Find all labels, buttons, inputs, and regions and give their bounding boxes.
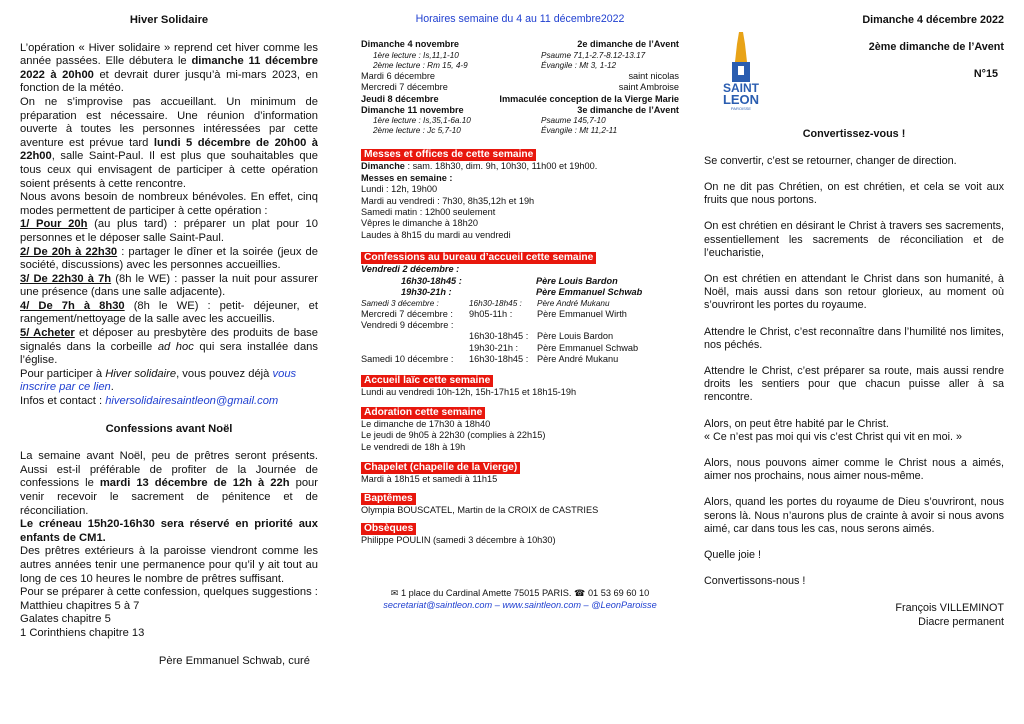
conf-slot: Mercredi 7 décembre : 9h05-11h : Père Emmanuel Wirth [361, 308, 627, 319]
suggestion-3: 1 Corinthiens chapitre 13 [20, 626, 145, 639]
chapelet-header: Chapelet (chapelle de la Vierge) [361, 462, 520, 474]
messes-line: Samedi matin : 12h00 seulement [361, 207, 496, 218]
column-editorial [700, 0, 1010, 724]
confessions-title: Confessions avant Noël [105, 422, 233, 435]
mode-4: 4/ De 7h à 8h30 (8h le WE) : petit- déjeuner, et rangement/nettoyage de la salle avec les accueillis. [20, 299, 318, 326]
contact-email-link[interactable]: hiversolidairesaintleon@gmail.com [105, 395, 279, 408]
hiver-participate: Pour participer à Hiver solidaire, vous pouvez déjà vous inscrire par ce lien. [20, 367, 297, 394]
issue-number: N°15 [973, 68, 998, 81]
editorial-p: Attendre le Christ, c’est reconnaître dans l’humilité nos limites, nos péchés. [704, 325, 1004, 351]
hiver-contact: Infos et contact : hiversolidairesaintleon@gmail.com [20, 395, 279, 408]
messes-week-label: Messes en semaine : [361, 172, 453, 183]
confessions-children: Le créneau 15h20-16h30 sera réservé en priorité aux enfants de CM1. [20, 518, 318, 544]
editorial-p: Alors, nous pouvons aimer comme le Christ nous a aimés, aimer nos prochains, nous aimer nous-même. [704, 457, 1004, 483]
adoration-line: Le jeudi de 9h05 à 22h30 (complies à 22h15) [361, 430, 546, 441]
adoration-line: Le vendredi de 18h à 19h [361, 441, 466, 452]
column-hiver-solidaire [0, 0, 340, 724]
baptemes-header: Baptêmes [361, 493, 416, 505]
editorial-p: On ne dit pas Chrétien, on est chrétien, et cela se voit aux fruits que nous portons. [704, 181, 1004, 207]
editorial-p: Alors, on peut être habité par le Christ. [704, 417, 889, 430]
reading-row: 1ère lecture : Is,11,1-10 Psaume 71,1-2.7-8.12-13.17 [373, 50, 646, 60]
feast-row: Mercredi 7 décembre saint Ambroise [361, 82, 679, 93]
accueil-line: Lundi au vendredi 10h-12h, 15h-17h15 et 18h15-19h [361, 386, 577, 397]
adoration-line: Le dimanche de 17h30 à 18h40 [361, 418, 491, 429]
hiver-volunteers: Nous avons besoin de nombreux bénévoles. En effet, cinq modes permettent de participer à cette opération : [20, 191, 318, 217]
conf-slot: Samedi 10 décembre : 16h30-18h45 : Père André Mukanu [361, 354, 619, 365]
hiver-title: Hiver Solidaire [129, 14, 209, 26]
mode-5: 5/ Acheter et déposer au presbytère des produits de base signalés dans la corbeille ad hoc qui sera installée dans l’église. [20, 327, 318, 367]
conf-day: Vendredi 9 décembre : [361, 319, 454, 330]
hiver-intro: L’opération « Hiver solidaire » reprend cet hiver comme les année passées. Elle débutera le dimanche 11 décembre 2022 à 20h00 et devrait durer jusqu’à mi-mars 2023, en fonction de la météo. [20, 41, 318, 95]
sunday-1-row: Dimanche 4 novembre 2e dimanche de l’Avent [361, 39, 679, 50]
editorial-p: Alors, quand les portes du royaume de Dieu s’ouvriront, nous serons là. Nous n’aurons plus de crainte à avoir si nous avons aimé, car dans tous les cas, nous serons aimés. [704, 496, 1004, 535]
messes-line: Lundi : 12h, 19h00 [361, 184, 438, 195]
editorial-p: Attendre le Christ, c’est préparer sa route, mais aussi rendre droits les sentiers pour que chacun puisse aller à sa rencontre. [704, 365, 1004, 404]
signature-name: François VILLEMINOT [895, 602, 1004, 615]
reading-row: 2ème lecture : Jc 5,7-10 Évangile : Mt 11,2-11 [373, 126, 618, 136]
messes-sunday: Dimanche : sam. 18h30, dim. 9h, 10h30, 11h00 et 19h00. [361, 161, 598, 172]
messes-header: Messes et offices de cette semaine [361, 149, 536, 161]
feast-row: Jeudi 8 décembre Immaculée conception de la Vierge Marie [361, 93, 679, 104]
conf-slot: Samedi 3 décembre : 16h30-18h45 : Père André Mukanu [361, 298, 610, 308]
conf-slot: 16h30-18h45 : Père Louis Bardon [469, 331, 614, 342]
liturgical-sunday: 2ème dimanche de l’Avent [868, 41, 1004, 54]
editorial-p: On est chrétien en désirant le Christ à travers ses sacrements, essentiellement les sacrements de réconciliation et de l’eucharistie, [704, 220, 1004, 259]
confessions-priests: Des prêtres extérieurs à la paroisse viendront comme les autres années tenir une permanence pour qu’il y ait tout au long de ces 10 heures le nombre de prêtres suffisant. [20, 545, 318, 585]
conf-slot: 16h30-18h45 : Père Louis Bardon [401, 275, 618, 286]
chapelet-line: Mardi à 18h15 et samedi à 11h15 [361, 474, 498, 485]
mode-1: 1/ Pour 20h (au plus tard) : préparer un plat pour 10 personnes et le déposer salle Saint-Paul. [20, 218, 318, 244]
logo-text-paroisse: PAROISSE [730, 106, 752, 110]
mode-2: 2/ De 20h à 22h30 : partager le dîner et la soirée (jeux de société, discussions) avec les personnes accueillies. [20, 245, 318, 272]
issue-date: Dimanche 4 décembre 2022 [862, 14, 1004, 26]
conf-slot: 19h30-21h : Père Emmanuel Schwab [469, 342, 639, 353]
baptemes-line: Olympia BOUSCATEL, Martin de la CROIX de CASTRIES [361, 504, 599, 515]
suggestion-2: Galates chapitre 5 [20, 613, 111, 626]
hiver-meeting: On ne s’improvise pas accueillant. Un minimum de préparation est nécessaire. Une réunion d’information ouverte à toutes les personnes intéressées par cette aventure est prévue tard lundi 5 décembre de 20h00 à 22h00, salle Saint-Paul. Il est plus que souhaitables que tous ceux qui envisagent de participer à cette opération soient présents à cette rencontre. [20, 95, 318, 190]
accueil-header: Accueil laïc cette semaine [361, 375, 493, 387]
mode-3: 3/ De 22h30 à 7h (8h le WE) : passer la nuit pour assurer une présence (dans une salle adjacente). [20, 272, 318, 299]
editorial-p: Convertissons-nous ! [704, 575, 806, 588]
column-horaires [355, 0, 685, 724]
conf-slot: 19h30-21h : Père Emmanuel Schwab [401, 287, 643, 298]
reading-row: 1ère lecture : Is,35,1-6a.10 Psaume 145,7-10 [373, 116, 606, 126]
parish-address: ✉ 1 place du Cardinal Amette 75015 PARIS. ☎ 01 53 69 60 10 [390, 588, 650, 599]
signup-link[interactable]: vous inscrire par ce lien [20, 367, 297, 394]
editorial-p: Se convertir, c’est se retourner, changer de direction. [704, 154, 957, 167]
editorial-p: Quelle joie ! [704, 549, 762, 562]
suggestion-1: Matthieu chapitres 5 à 7 [20, 599, 140, 612]
reading-row: 2ème lecture : Rm 15, 4-9 Évangile : Mt 3, 1-12 [373, 60, 617, 70]
messes-line: Vêpres le dimanche à 18h20 [361, 218, 478, 229]
saint-leon-logo [702, 30, 780, 110]
conf-day: Vendredi 2 décembre : [361, 264, 460, 275]
confessions-header: Confessions au bureau d’accueil cette semaine [361, 252, 596, 264]
logo-text-saint: SAINT [723, 81, 759, 95]
messes-line: Mardi au vendredi : 7h30, 8h35,12h et 19h [361, 195, 535, 206]
parish-links[interactable]: secretariat@saintleon.com – www.saintleon.com – @LeonParoisse [383, 599, 657, 610]
signature-cure: Père Emmanuel Schwab, curé [158, 654, 310, 667]
messes-line: Laudes à 8h15 du mardi au vendredi [361, 229, 511, 240]
horaires-title: Horaires semaine du 4 au 11 décembre2022 [415, 13, 625, 25]
obseques-line: Philippe POULIN (samedi 3 décembre à 10h30) [361, 534, 556, 545]
editorial-quote: « Ce n’est pas moi qui vis c’est Christ qui vit en moi. » [704, 430, 963, 443]
confessions-prepare: Pour se préparer à cette confession, quelques suggestions : [20, 586, 318, 599]
obseques-header: Obsèques [361, 523, 416, 535]
signature-role: Diacre permanent [918, 615, 1004, 628]
editorial-p: On est chrétien en attendant le Christ dans son humanité, à Noël, mais aussi dans son retour glorieux, au moment où s’ouvriront les portes du royaume. [704, 273, 1004, 312]
editorial-title: Convertissez-vous ! [802, 127, 906, 140]
adoration-header: Adoration cette semaine [361, 407, 485, 419]
sunday-2-row: Dimanche 11 novembre 3e dimanche de l’Avent [361, 105, 679, 116]
confessions-intro: La semaine avant Noël, peu de prêtres seront présents. Aussi est-il préférable de profiter de la Journée de confessions le mardi 13 décembre de 12h à 22h pour venir recevoir le sacrement de pénitence et de réconciliation. [20, 450, 319, 517]
feast-row: Mardi 6 décembre saint nicolas [361, 70, 679, 81]
logo-text-leon: LEON [722, 92, 760, 107]
